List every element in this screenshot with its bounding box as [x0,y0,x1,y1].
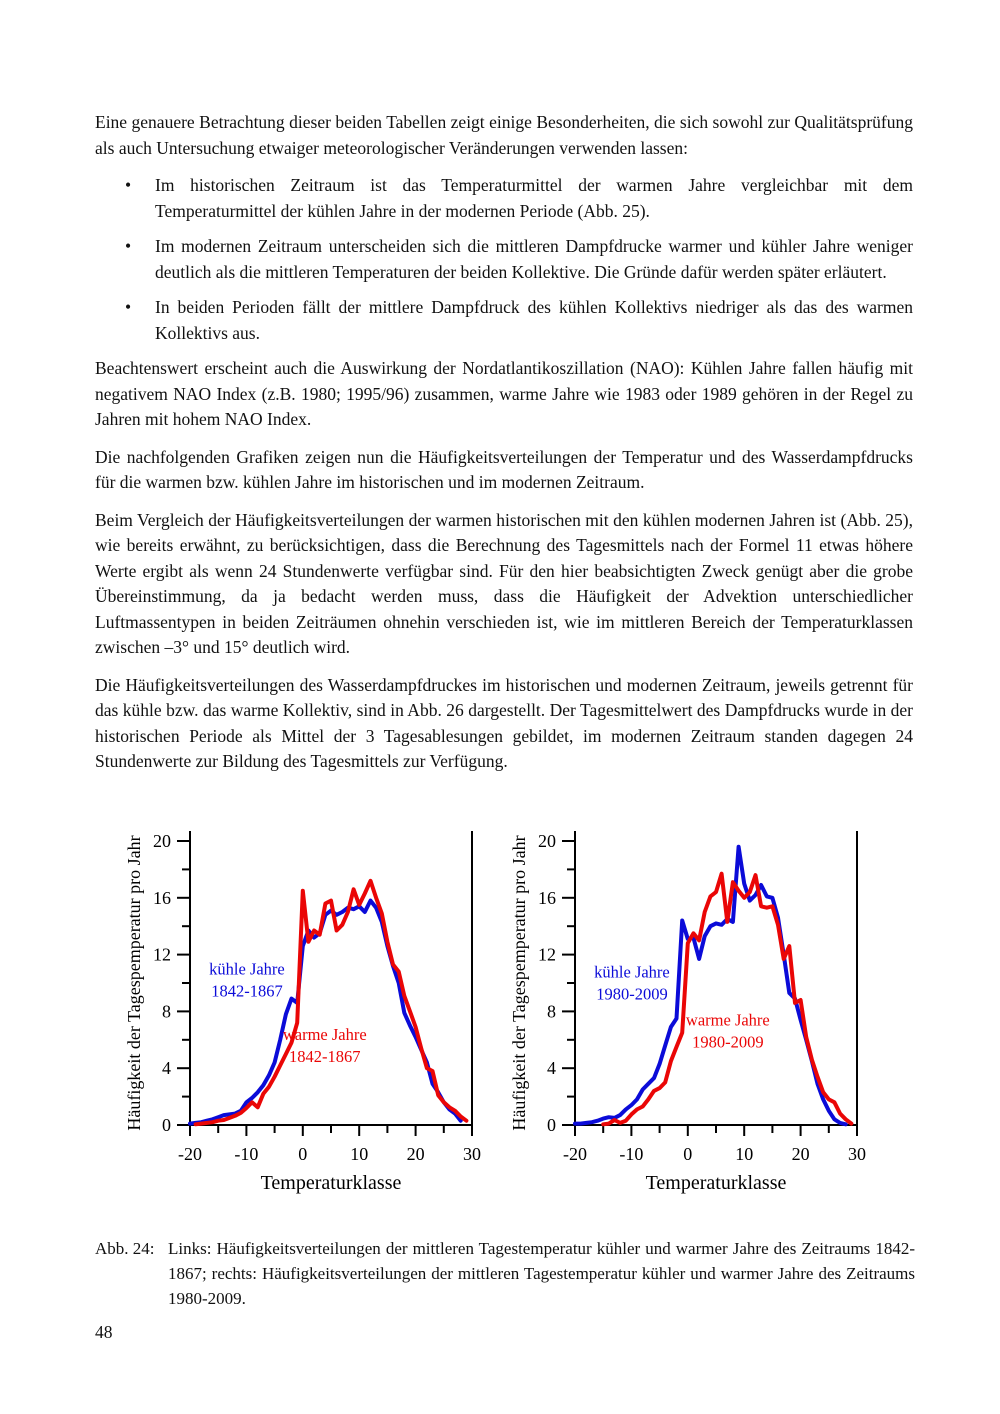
paragraph-wasserdampf: Die Häufigkeitsverteilungen des Wasserdampfdruckes im historischen und modernen Zeitraum, jeweils getrennt für das kühle bzw. das warme Kollektiv, sind in Abb. 26 dargestellt. Der Tagesmittelwert des Dampfdrucks wurde in der historischen Periode als Mittel der 3 Tagesablesungen gebildet, im modernen Zeitraum standen dagegen 24 Stundenwerte zur Bildung des Tagesmittels zur Verfügung. [95,674,913,771]
x-tick-label: -10 [234,1144,259,1164]
y-tick-label: 8 [547,1001,556,1022]
paragraph-grafiken: Die nachfolgenden Grafiken zeigen nun die Häufigkeitsverteilungen der Temperatur und des Wasserdampfdrucks für die warmen bzw. kühlen Jahre im historischen und im modernen Zeitraum. [95,446,913,492]
legend-label: kühle Jahre [209,959,285,979]
right-chart [495,822,885,1217]
bullet-icon: • [125,175,132,195]
bullet-icon: • [125,236,132,256]
y-tick-label: 16 [153,887,171,908]
y-tick-label: 16 [538,887,556,908]
list-item-text: Im historischen Zeitraum ist das Temperaturmittel der warmen Jahre vergleichbar mit dem Temperaturmittel der kühlen Jahre in der modernen Periode (Abb. 25). [155,175,913,221]
legend-label: kühle Jahre [594,962,670,982]
bullet-list [95,173,913,346]
x-tick-label: 10 [735,1144,754,1164]
y-tick-label: 20 [153,831,171,851]
caption-text: Links: Häufigkeitsverteilungen der mittleren Tagestemperatur kühler und warmer Jahre des Zeitraums 1842-1867; rechts: Häufigkeitsverteilungen der mittleren Tagestemperatur kühler und warmer Jahre des Zeitraums 1980-2009. [168,1239,915,1308]
x-tick-label: 0 [298,1144,308,1164]
y-tick-label: 4 [547,1058,556,1079]
x-tick-label: -20 [563,1144,587,1164]
y-tick-label: 12 [153,944,171,965]
x-axis-title: Temperaturklasse [260,1172,402,1194]
x-tick-label: -20 [178,1144,202,1164]
y-axis-title: Häufigkeit der Tagespemperatur pro Jahr [124,835,144,1131]
figure-abb24 [0,822,1000,1222]
y-tick-label: 4 [162,1058,171,1079]
x-tick-label: 30 [463,1144,481,1164]
y-tick-label: 8 [162,1001,171,1022]
x-tick-label: -10 [619,1144,644,1164]
x-tick-label: 20 [791,1144,810,1164]
paragraph-nao: Beachtenswert erscheint auch die Auswirkung der Nordatlantikoszillation (NAO): Kühlen Jahre fallen häufig mit negativem NAO Index (z.B. 1980; 1995/96) zusammen, warme Jahre wie 1983 oder 1989 gehören in der Regel zu Jahren mit hohem NAO Index. [95,358,913,429]
series-line-kühle-Jahre [190,901,461,1124]
x-tick-label: 20 [406,1144,425,1164]
body-text [95,110,913,787]
page-number: 48 [95,1322,113,1342]
y-axis-title: Häufigkeit der Tagespemperatur pro Jahr [509,835,529,1131]
y-tick-label: 12 [538,944,556,965]
figure-caption [95,1236,915,1311]
paragraph-vergleich: Beim Vergleich der Häufigkeitsverteilungen der warmen historischen mit den kühlen modernen Jahren ist (Abb. 25), wie bereits erwähnt, zu berücksichtigen, dass die Berechnung des Tagesmittels nach der Formel 11 etwas höhere Werte ergibt als wenn 24 Stundenwerte verfügbar sind. Für den hier beabsichtigten Zweck genügt aber die grobe Übereinstimmung, da ja bedacht werden muss, dass die Häufigkeit der Advektion unterschiedlicher Luftmassentypen in beiden Zeiträumen ohnehin verschieden ist, wie im mittleren Bereich der Temperaturklassen zwischen –3° und 15° deutlich wird. [95,509,913,657]
caption-label: Abb. 24: [95,1239,155,1258]
legend-label: warme Jahre [282,1024,367,1044]
series-line-warme-Jahre [196,881,467,1125]
y-tick-label: 0 [547,1115,556,1135]
list-item [95,173,913,224]
y-tick-label: 0 [162,1115,171,1135]
list-item-text: In beiden Perioden fällt der mittlere Dampfdruck des kühlen Kollektivs niedriger als das des warmen Kollektivs aus. [155,297,913,343]
x-tick-label: 10 [350,1144,369,1164]
x-tick-label: 0 [683,1144,693,1164]
legend-label: warme Jahre [685,1010,770,1030]
x-tick-label: 30 [848,1144,866,1164]
legend-years: 1842-1867 [289,1046,361,1066]
legend-years: 1980-2009 [692,1032,764,1052]
x-axis-title: Temperaturklasse [645,1172,787,1194]
list-item [95,295,913,346]
legend-years: 1842-1867 [211,981,283,1001]
bullet-icon: • [125,297,132,317]
left-chart [110,822,500,1217]
list-item [95,234,913,285]
y-tick-label: 20 [538,831,556,851]
paragraph-intro: Eine genauere Betrachtung dieser beiden Tabellen zeigt einige Besonderheiten, die sich sowohl zur Qualitätsprüfung als auch Untersuchung etwaiger meteorologischer Veränderungen verwenden lassen: [95,112,913,158]
legend-years: 1980-2009 [596,984,668,1004]
list-item-text: Im modernen Zeitraum unterscheiden sich die mittleren Dampfdrucke warmer und kühler Jahre weniger deutlich als die mittleren Temperaturen der beiden Kollektive. Die Gründe dafür werden später erläutert. [155,236,913,282]
